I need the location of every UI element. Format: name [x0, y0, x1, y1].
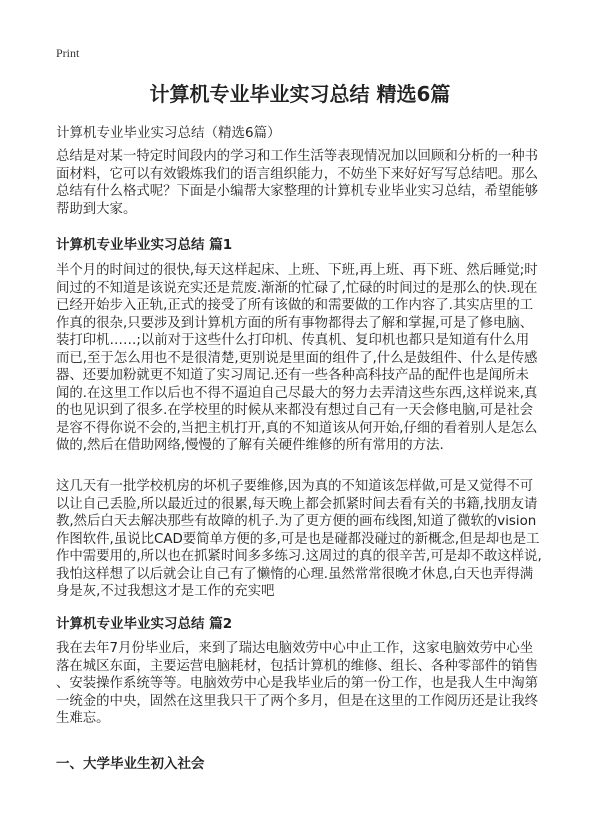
- text-line: 一统金的中央，固然在这里我只干了两个多月，但是在这里的工作阅历还是让我终: [56, 693, 539, 709]
- text-line: 作中需要用的,所以也在抓紧时间多多练习.这周过的真的很辛苦,可是却不敢这样说,: [56, 549, 542, 564]
- section2-paragraph-1: [56, 640, 556, 728]
- text-line: 总结有什么格式呢？下面是小编帮大家整理的计算机专业毕业实习总结，希望能够: [56, 184, 539, 199]
- text-line: 做的,然后在借助网络,慢慢的了解有关硬件维修的所有常用的方法.: [56, 438, 444, 453]
- text-line: 的也见识到了很多.在学校里的时候从来都没有想过自己有一天会修电脑,可是社会: [56, 403, 534, 418]
- text-line: 我怕这样想了以后就会让自己有了懒惰的心理.虽然常常很晚才休息,白天也弄得满: [56, 566, 534, 582]
- text-line: 生难忘。: [56, 711, 110, 726]
- text-line: 我在去年7月份毕业后，来到了瑞达电脑效劳中心中止工作，这家电脑效劳中心坐: [56, 641, 534, 656]
- intro-paragraph: [56, 148, 556, 218]
- section1-paragraph-1: [56, 262, 556, 455]
- document-subtitle: 计算机专业毕业实习总结（精选6篇）: [56, 125, 281, 141]
- text-line: 教,然后白天去解决那些有故障的机子.为了更方便的画布线图,知道了微软的vision: [56, 514, 537, 529]
- text-line: 装打印机……;以前对于这些什么打印机、传真机、复印机也都只是知道有什么用: [56, 333, 530, 348]
- section2-subheading: 一、大学毕业生初入社会: [56, 756, 205, 772]
- text-line: 而已,至于怎么用也不是很清楚,更别说是里面的组件了,什么是鼓组件、什么是传感: [56, 350, 538, 366]
- section-heading-1: 计算机专业毕业实习总结 篇1: [56, 237, 233, 253]
- text-line: 作真的很杂,只要涉及到计算机方面的所有事物都得去了解和掌握,可是了修电脑、: [56, 315, 534, 331]
- section-heading-2: 计算机专业毕业实习总结 篇2: [56, 616, 233, 632]
- text-line: 是容不得你说不会的,当把主机打开,真的不知道该从何开始,仔细的看着别人是怎么: [56, 420, 538, 436]
- page-title: 计算机专业毕业实习总结 精选6篇: [149, 82, 451, 106]
- text-line: 闻的.在这里工作以后也不得不逼迫自己尽最大的努力去弄清这些东西,这样说来,真: [56, 385, 538, 401]
- text-line: 半个月的时间过的很快,每天这样起床、上班、下班,再上班、再下班、然后睡觉;时: [56, 263, 538, 278]
- text-line: 身是灰,不过我想这才是工作的充实吧: [56, 584, 275, 599]
- text-line: 已经开始步入正轨,正式的接受了所有该做的和需要做的工作内容了.其实店里的工: [56, 298, 534, 313]
- text-line: 器、还要加粉就更不知道了实习周记.还有一些各种高科技产品的配件也是闻所未: [56, 368, 529, 383]
- text-line: 这几天有一批学校机房的坏机子要维修,因为真的不知道该怎样做,可是又觉得不可: [56, 479, 534, 494]
- section1-paragraph-2: [56, 478, 556, 601]
- print-link[interactable]: Print: [56, 46, 80, 60]
- text-line: 总结是对某一特定时间段内的学习和工作生活等表现情况加以回顾和分析的一种书: [56, 149, 539, 164]
- text-line: 帮助到大家。: [56, 201, 137, 217]
- text-line: 落在城区东面，主要运营电脑耗材，包括计算机的维修、组长、各种零部件的销售: [56, 658, 539, 674]
- text-line: 以让自己丢脸,所以最近过的很累,每天晚上都会抓紧时间去看有关的书籍,找朋友请: [56, 496, 538, 512]
- text-line: 、安装操作系统等等。电脑效劳中心是我毕业后的第一份工作，也是我人生中淘第: [56, 676, 539, 691]
- text-line: 作图软件,虽说比CAD要简单方便的多,可是也是碰都没碰过的新概念,但是却也是工: [56, 531, 540, 547]
- text-line: 面材料，它可以有效锻炼我们的语言组织能力，不妨坐下来好好写写总结吧。那么: [56, 166, 539, 182]
- text-line: 间过的不知道是该说充实还是荒废.渐渐的忙碌了,忙碌的时间过的是那么的快.现在: [56, 280, 538, 296]
